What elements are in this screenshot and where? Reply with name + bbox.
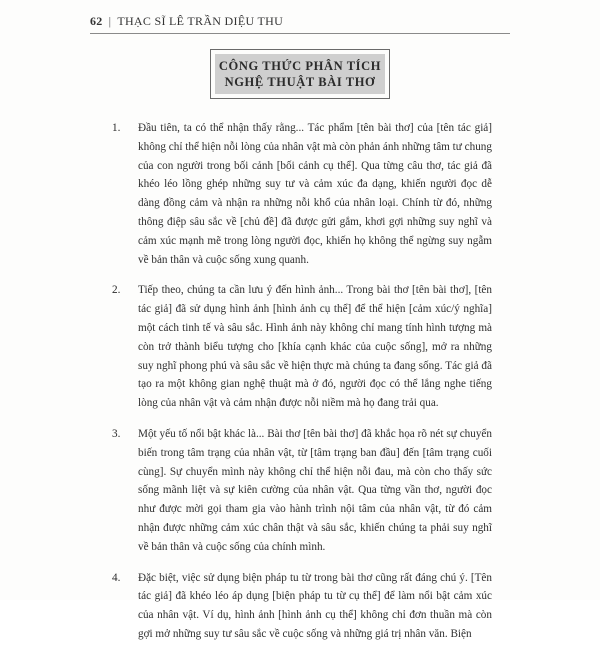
- list-item: [112, 281, 492, 413]
- running-header: [90, 14, 283, 29]
- item-paragraph: Đặc biệt, việc sử dụng biện pháp tu từ trong bài thơ cũng rất đáng chú ý. [Tên tác giả] đã khéo léo áp dụng [biện pháp tu từ cụ thể] để làm nổi bật cảm xúc của nhân vật. Ví dụ, hình ảnh [hình ảnh cụ thể] không chỉ đơn thuần mà còn gợi mở những suy tư sâu sắc về cuộc sống và những giá trị nhân văn. Biện: [138, 571, 492, 640]
- item-paragraph: Đầu tiên, ta có thể nhận thấy rằng... Tác phẩm [tên bài thơ] của [tên tác giả] không chỉ thể hiện nỗi lòng của nhân vật mà còn phản ánh những tâm tư chung của con người trong bối cảnh [bối cảnh cụ thể]. Qua từng câu thơ, tác giả đã khéo léo lồng ghép những suy tư và cảm xúc đa dạng, khiến người đọc dễ dàng đồng cảm và nhận ra những nỗi khổ của nhân loại. Chính từ đó, những thông điệp sâu sắc về [chủ đề] đã được gửi gắm, khơi gợi những suy nghĩ và cảm xúc mạnh mẽ trong lòng người đọc, khiến họ không thể ngừng suy ngẫm về bản thân và cuộc sống xung quanh.: [138, 122, 492, 266]
- item-number: 4.: [112, 571, 121, 584]
- running-title: THẠC SĨ LÊ TRẦN DIỆU THU: [117, 14, 284, 28]
- header-rule: [90, 33, 510, 34]
- item-paragraph: Một yếu tố nổi bật khác là... Bài thơ [tên bài thơ] đã khắc họa rõ nét sự chuyển biến trong tâm trạng của nhân vật, từ [tâm trạng ban đầu] đến [tâm trạng cuối cùng]. Sự chuyển mình này không chỉ thể hiện nỗi đau, mà còn cho thấy sức sống mãnh liệt và sự kiên cường của nhân vật. Qua từng vần thơ, người đọc như được mời gọi tham gia vào hành trình nội tâm của nhân vật, từ đó cảm nhận được những cảm xúc chân thật và sâu sắc, khiến chúng ta phải suy nghĩ về bản thân và cuộc sống của chính mình.: [138, 427, 492, 553]
- list-item: [112, 425, 492, 557]
- list-item: [112, 119, 492, 269]
- item-paragraph: Tiếp theo, chúng ta cần lưu ý đến hình ảnh... Trong bài thơ [tên bài thơ], [tên tác giả] đã sử dụng hình ảnh [hình ảnh cụ thể] để thể hiện [cảm xúc/ý nghĩa] một cách tinh tế và sâu sắc. Hình ảnh này không chỉ mang tính hình tượng mà còn trở thành biểu tượng cho [khía cạnh khác của cuộc sống], mở ra những suy nghĩ phong phú và sâu sắc về hiện thực mà chúng ta đang sống. Tác giả đã tạo ra một không gian nghệ thuật mà ở đó, người đọc có thể lắng nghe tiếng lòng của nhân vật và cảm nhận được nỗi niềm mà họ đang trải qua.: [138, 284, 492, 410]
- numbered-list: [112, 119, 492, 656]
- page-number: 62: [90, 14, 103, 28]
- section-title-line-2: NGHỆ THUẬT BÀI THƠ: [224, 75, 376, 89]
- header-separator: |: [108, 14, 112, 28]
- item-number: 3.: [112, 427, 121, 440]
- item-number: 2.: [112, 284, 121, 297]
- section-title-frame: [210, 49, 390, 99]
- section-title-line-1: CÔNG THỨC PHÂN TÍCH: [218, 59, 382, 73]
- section-title-box: [215, 54, 385, 94]
- list-item: [112, 569, 492, 644]
- item-number: 1.: [112, 122, 121, 134]
